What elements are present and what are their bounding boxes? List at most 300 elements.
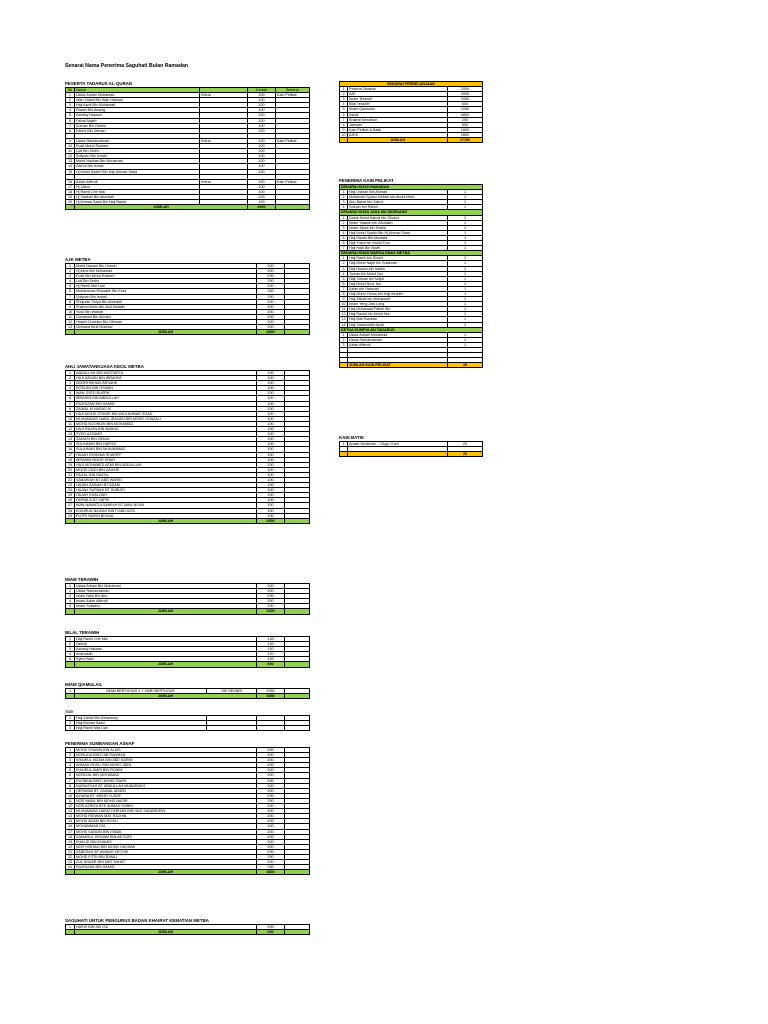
perbelanjaan-section [339,81,483,143]
row-name: Azlan Affendi [348,342,448,347]
row-amount: 100 [257,381,285,386]
row-amount: 200 [257,604,285,609]
row-name: Hj Ramli Che Mia [75,189,200,194]
row-amount: 100 [257,462,285,467]
row-number: 7 [340,246,348,251]
row-amount: 2000 [448,87,483,92]
row-number: 2 [66,642,75,647]
row-number: 9 [66,788,75,793]
row-name: Razan Bin Awang [75,108,200,113]
row-name: MUHAMMAD NABIL IRAHAN BIN MOHD GHAZALI [75,416,257,421]
row-name: Hj Ahmad Saad Bin Haji Bakar [75,200,200,205]
row-name: MOHD NOORDIN BIN MOHAMAD [75,421,257,426]
row-amount: 200 [257,773,285,778]
row-number: 1 [66,264,75,269]
row-number: 3 [340,97,348,102]
total-label: JUMLAH [75,870,257,875]
row-number: 1 [66,637,75,642]
row-name: Rusli Mohd Rostam [75,144,200,149]
row-number: 4 [66,279,75,284]
row-number: 11 [66,421,75,426]
total-row [66,930,310,935]
imam-table [65,583,310,615]
row-name: ZABEDAH BT AWANG KECHIK [75,849,257,854]
total-value: 28 [448,363,483,368]
row-name: NORIZAL BIN MOHAMAD [75,773,257,778]
row-number: 8 [66,783,75,788]
row-note: Kain Pelikat [276,93,310,98]
row-number: 7 [66,123,75,128]
row-number: 3 [340,266,348,271]
row-name: Sofyuan Bin Ismail [75,294,257,299]
row-number: 5 [340,235,348,240]
row-number: 21 [66,472,75,477]
row-number: 1 [340,87,348,92]
row-number: 11 [340,307,348,312]
row-number: 11 [66,798,75,803]
row-number: 4 [66,652,75,657]
row-number: 10 [66,416,75,421]
row-amount: 100 [248,93,276,98]
row-qty: 1 [448,190,483,195]
row-name: IBRAHIM BIN ABDULLAH [75,396,257,401]
bilal-table [65,636,310,668]
row-number: 1 [66,748,75,753]
row-item: Khairat Kematian [348,117,448,122]
row-number: 12 [66,154,75,159]
row-name: RAZHIZAN BIN HAMID [75,401,257,406]
row-amount: 200 [257,320,285,325]
total-value: 17150 [448,138,483,143]
table-row [66,726,310,731]
row-name: Rusli Bin Mohd Rostam [75,274,257,279]
row-qty: 1 [448,307,483,312]
row-number: 2 [340,195,348,200]
row-amount: 100 [257,391,285,396]
total-row [340,363,483,368]
row-amount: 200 [257,839,285,844]
row-name: NORLIDA BINTI AB RAHMAN [75,753,257,758]
row-number: 29 [66,513,75,518]
row-number: 10 [66,144,75,149]
asnaf-section [65,741,310,875]
total-value: 2600 [257,330,285,335]
total-row [66,205,310,210]
row-number: 14 [341,322,346,327]
row-amount: 100 [248,169,276,174]
total-label: JUMLAH KAIN PELIKAT [348,363,448,368]
row-number: 22 [66,477,75,482]
row-name: RAZHIZAN BIN HAMID [75,865,257,870]
row-number: 8 [66,406,75,411]
row-number: 2 [66,721,75,726]
pelikat-section [339,178,483,368]
row-amount: 200 [257,594,285,599]
row-number: 2 [66,753,75,758]
row-amount: 200 [257,834,285,839]
row-amount: 100 [248,189,276,194]
row-amount: 100 [257,457,285,462]
group-label: KETUA KUMPULAN TADARUS [340,327,483,332]
row-number: 5 [66,113,75,118]
row-qty: 1 [448,302,483,307]
column-header: Jumlah [248,88,276,93]
total-value: 1050 [257,694,285,699]
row-number: 1 [340,332,348,337]
row-number: 4 [66,599,75,604]
row-name: Haji Hussin bin Salleh [348,266,448,271]
row-name: FARIMLA BT SAPIE [75,498,257,503]
row-name: Shujudin Sofya Bin Abdullah [75,299,257,304]
total-label: JUMLAH [75,662,257,667]
row-amount: 200 [257,269,285,274]
row-number: 7 [340,117,348,122]
row-qty: 1 [448,256,483,261]
row-name: Haji Mat Rosdian [348,317,448,322]
row-name: Ustaz Adnan Bin Mohamad [75,584,257,589]
row-name: MOHD SANUSI BIN ISMAIL [75,829,257,834]
row-number: 3 [66,758,75,763]
row-number: 12 [66,427,75,432]
row-name: Muhammad Ghazalie Bin Fazil [75,289,257,294]
row-number: 1 [66,371,75,376]
row-number: 16 [66,447,75,452]
row-name: MOHD RIDWAN MAT RAZHIN [75,814,257,819]
row-amount: 200 [257,289,285,294]
total-row [66,518,310,523]
row-name: Yusri Bin Wahab [75,309,257,314]
row-amount: 200 [257,304,285,309]
row-note: Kain Pelikat [276,138,310,143]
row-name: Imam Nasi Bin Abu [75,594,257,599]
row-number: 3 [66,594,75,599]
row-name: Ustaz Ramanzaman [348,337,448,342]
row-amount: 200 [257,758,285,763]
row-name: WAN SYED BUSRN [75,391,257,396]
row-name: HAJAH ZAINAH BT ADAM [75,483,257,488]
row-amount: 120 [257,642,285,647]
row-number: 4 [340,205,348,210]
row-qty: 1 [448,286,483,291]
row-amount: 200 [257,925,285,930]
row-name: Hj Mohd Syahir Bin Haji Ahmad Saad [75,169,200,174]
row-qty: 1 [448,205,483,210]
row-number: 21 [66,849,75,854]
row-number: 19 [66,839,75,844]
row-number: 13 [66,809,75,814]
row-number: 13 [341,317,346,322]
row-name: Wan Zaladi Bin Wan Hassan [75,98,200,103]
row-amount: 100 [257,401,285,406]
row-name: FAIZAL BIN NAZOL [75,472,257,477]
row-name: Abu Bakar bin Zainol [348,200,448,205]
row-name: HAJI MOHAMED AFMI BIN ABDULLAH [75,462,257,467]
row-number: 28 [66,508,75,513]
row-number: 4 [66,108,75,113]
group-label: SENARAI KHAS WARGA EMAS METBA [340,251,483,256]
total-row [66,330,310,335]
row-amount: 200 [257,854,285,859]
total-row [340,138,483,143]
row-amount: 1000 [448,97,483,102]
row-amount: 1050 [448,107,483,112]
row-number: 27 [66,503,75,508]
row-rate: 150 SEHARI [207,689,257,694]
row-qty: 1 [448,220,483,225]
row-amount: 500 [448,122,483,127]
row-number: 3 [340,342,348,347]
row-name: Haji Ramli bin Shukri [348,256,448,261]
row-name: MOHD SYAMIN BIN ALIAS [75,748,257,753]
row-amount: 200 [257,284,285,289]
row-number: 15 [66,819,75,824]
row-amount: 100 [248,164,276,169]
row-number: 4 [340,230,348,235]
row-number: 14 [66,814,75,819]
row-item: Peserta Tadarus [348,87,448,92]
row-amount: 20 [448,442,483,447]
row-amount: 200 [257,865,285,870]
row-item: Asnaf [348,112,448,117]
row-number: 1 [340,215,348,220]
row-number: 24 [66,865,75,870]
asnaf-table [65,747,310,875]
tadarus-section [65,81,310,210]
row-amount: 200 [257,804,285,809]
row-number: 12 [66,804,75,809]
row-number: 7 [340,286,348,291]
row-name: Faizal Najeb [75,118,200,123]
row-number: 10 [341,132,346,137]
row-name: Haji Ramli Mat Lian [75,726,207,731]
row-name: AHMAD ROSLI BIN MOHD JIDIN [75,763,257,768]
row-number: 14 [66,437,75,442]
column-header: Bil [66,88,75,93]
row-name: SULAIMAN BIN MUHAMMAD [75,447,257,452]
row-number: 2 [66,376,75,381]
row-name: Arwah Muslimah - Cikgu Cheri [348,442,448,447]
row-amount: 100 [248,138,276,143]
row-name: MUHAMMAD HARIZ FARHAN BIN HAJI SAHARUDIN [75,809,257,814]
row-number: 22 [66,854,75,859]
row-name: Hj Yaakob Bin Abdullah [75,194,200,199]
row-qty: 1 [448,342,483,347]
total-label: JUMLAH [75,518,257,523]
total-value: 2900 [257,518,285,523]
row-amount: 100 [257,477,285,482]
row-amount: 4800 [448,112,483,117]
row-qty: 1 [448,276,483,281]
row-amount: 200 [257,783,285,788]
row-number: 5 [66,768,75,773]
row-qty: 1 [448,281,483,286]
row-amount: 200 [257,279,285,284]
total-row [66,662,310,667]
row-number: 2 [340,92,348,97]
row-name: Amiruddin [75,652,257,657]
row-number: 18 [66,189,75,194]
total-value: 600 [257,662,285,667]
row-number: 25 [66,493,75,498]
row-name: KAMARUL HISHAM BIN AB SURI [75,834,257,839]
row-name: ROSLAN BIN OSMAN [75,386,257,391]
row-name: Sofyuan Bin Ismail [75,154,200,159]
row-number: 17 [66,184,75,189]
row-number: 5 [66,391,75,396]
ajkkecil-section [65,364,310,524]
row-amount: 200 [257,294,285,299]
row-name: SANUSI BIN ISMAIL [75,437,257,442]
row-item: Jamuan [348,122,448,127]
row-name: Haji Asmi Bin Mohamad [75,103,200,108]
row-name: Imam Yeng Jaw Long [348,302,448,307]
bilal-section [65,630,310,668]
row-number: 1 [340,442,348,447]
row-number: 18 [66,834,75,839]
row-number: 5 [66,604,75,609]
row-amount: 100 [248,184,276,189]
row-qty: 1 [448,317,483,322]
row-name: Mohd Naziran Bin Mohamad [75,159,200,164]
row-number: 15 [66,169,75,174]
row-number: 12 [341,312,346,317]
row-name: Haji Ramli Che Mia [75,637,257,642]
row-name: HAJAH ROHANA SHARIFF [75,452,257,457]
row-amount: 200 [257,849,285,854]
row-name: Imam Azlan Affendi [75,599,257,604]
row-name: SYED AZZAMR [75,432,257,437]
row-amount: 120 [257,652,285,657]
row-name: Haji Yusof bin Mohd Toor [348,241,448,246]
row-name: Imam Jalius bin Khalid [348,225,448,230]
row-name: SULAIMAN BIN HAFIEZ [75,442,257,447]
row-number: 11 [66,314,75,319]
bilal-title: BILAL TERAWIH [65,630,100,635]
row-number: 5 [66,284,75,289]
row-number: 10 [66,309,75,314]
batik-table [339,441,483,457]
row-amount: 100 [257,411,285,416]
row-amount: 200 [257,788,285,793]
total-label: JUMLAH [75,694,257,699]
row-amount: 100 [257,442,285,447]
row-number: 5 [340,276,348,281]
row-qty: 1 [448,235,483,240]
row-number: 9 [340,297,348,302]
row-amount: 100 [257,396,285,401]
row-number: 20 [66,200,75,205]
row-amount: 600 [448,102,483,107]
group-label: SENARAI KHAS JASA MU DIKENANG [340,210,483,215]
row-name: IMAM BERTUGAS X 7 HARI BERTUGAS [75,689,207,694]
row-name: Haji Sofuan bin Majid [348,276,448,281]
row-qty: 1 [448,322,483,327]
row-amount: 100 [257,498,285,503]
row-name: PUTRI NURIN BIGINA [75,513,257,518]
row-qty: 1 [448,241,483,246]
row-number: 19 [66,462,75,467]
row-amount: 100 [257,437,285,442]
row-amount: 200 [257,325,285,330]
row-amount: 100 [248,113,276,118]
row-name: Haji Mohd Yunus bin Haji Ibrahim [348,291,448,296]
row-amount: 200 [257,860,285,865]
ajk-title: AJK METBA [65,257,91,262]
batik-section [339,435,483,457]
row-number: 1 [340,256,348,261]
row-name: MOHD ADAM BIN ROSLI [75,819,257,824]
row-name: Azriady Hassan [75,647,257,652]
row-number: 6 [340,112,348,117]
total-label: JUMLAH [75,930,257,935]
row-amount: 100 [248,108,276,113]
row-name: Haji Zainal bin Mohamad [348,297,448,302]
row-number: 9 [66,411,75,416]
row-qty: 1 [448,297,483,302]
row-amount: 100 [257,406,285,411]
tadarus-title: PESERTA TADARUS AL-QURAN [65,81,133,86]
total-value: 20 [448,452,483,457]
row-name: Ustaz Adnan Mohamad [348,332,448,337]
row-number: 1 [66,93,75,98]
row-amount: 120 [257,637,285,642]
row-number: 3 [66,726,75,731]
row-number: 18 [66,457,75,462]
row-name: NOR HISHAM BIN MOHD HASSAN [75,844,257,849]
row-number: 4 [340,102,348,107]
row-amount: 100 [257,447,285,452]
row-number: 9 [66,138,75,143]
row-qty: 1 [448,266,483,271]
total-row [66,870,310,875]
total-value: 200 [257,930,285,935]
row-name: WAN NAWATULSAWIAH BT WAN NGAH [75,503,257,508]
siak-title: Siak [65,709,74,714]
row-number: 1 [340,190,348,195]
row-number: 20 [66,844,75,849]
row-number: 17 [66,452,75,457]
row-name: Zamuli [75,642,257,647]
row-amount: 100 [257,508,285,513]
total-value: 4800 [257,870,285,875]
row-number: 9 [66,304,75,309]
row-number: 8 [340,122,348,127]
row-amount: 100 [248,118,276,123]
row-amount: 100 [248,194,276,199]
row-number: 16 [66,179,75,184]
row-amount: 2600 [448,92,483,97]
row-number: 1 [66,689,75,694]
row-amount: 100 [257,472,285,477]
row-amount: 200 [257,299,285,304]
row-number: 12 [66,320,75,325]
pelikat-title: PENERIMA KAIN PELIKAT [339,178,394,183]
row-amount: 100 [248,149,276,154]
row-name: Azlan Affendi [75,179,200,184]
row-number: 7 [66,294,75,299]
row-qty: 1 [448,337,483,342]
row-name: KHALID BIN KHAMIS [75,839,257,844]
row-amount: 1600 [448,127,483,132]
row-number: 10 [341,302,346,307]
row-role: Ketua [200,179,248,184]
ajkkecil-table [65,370,310,524]
row-number: 6 [340,241,348,246]
row-amount: 200 [257,584,285,589]
row-name: HAJI AZMAN BIN IBRAHIM [75,376,257,381]
row-name: NURAISYAH BT ABDULLAH MUBARAKH [75,783,257,788]
row-name: MOHD FITRI BIN RAMLI [75,854,257,859]
